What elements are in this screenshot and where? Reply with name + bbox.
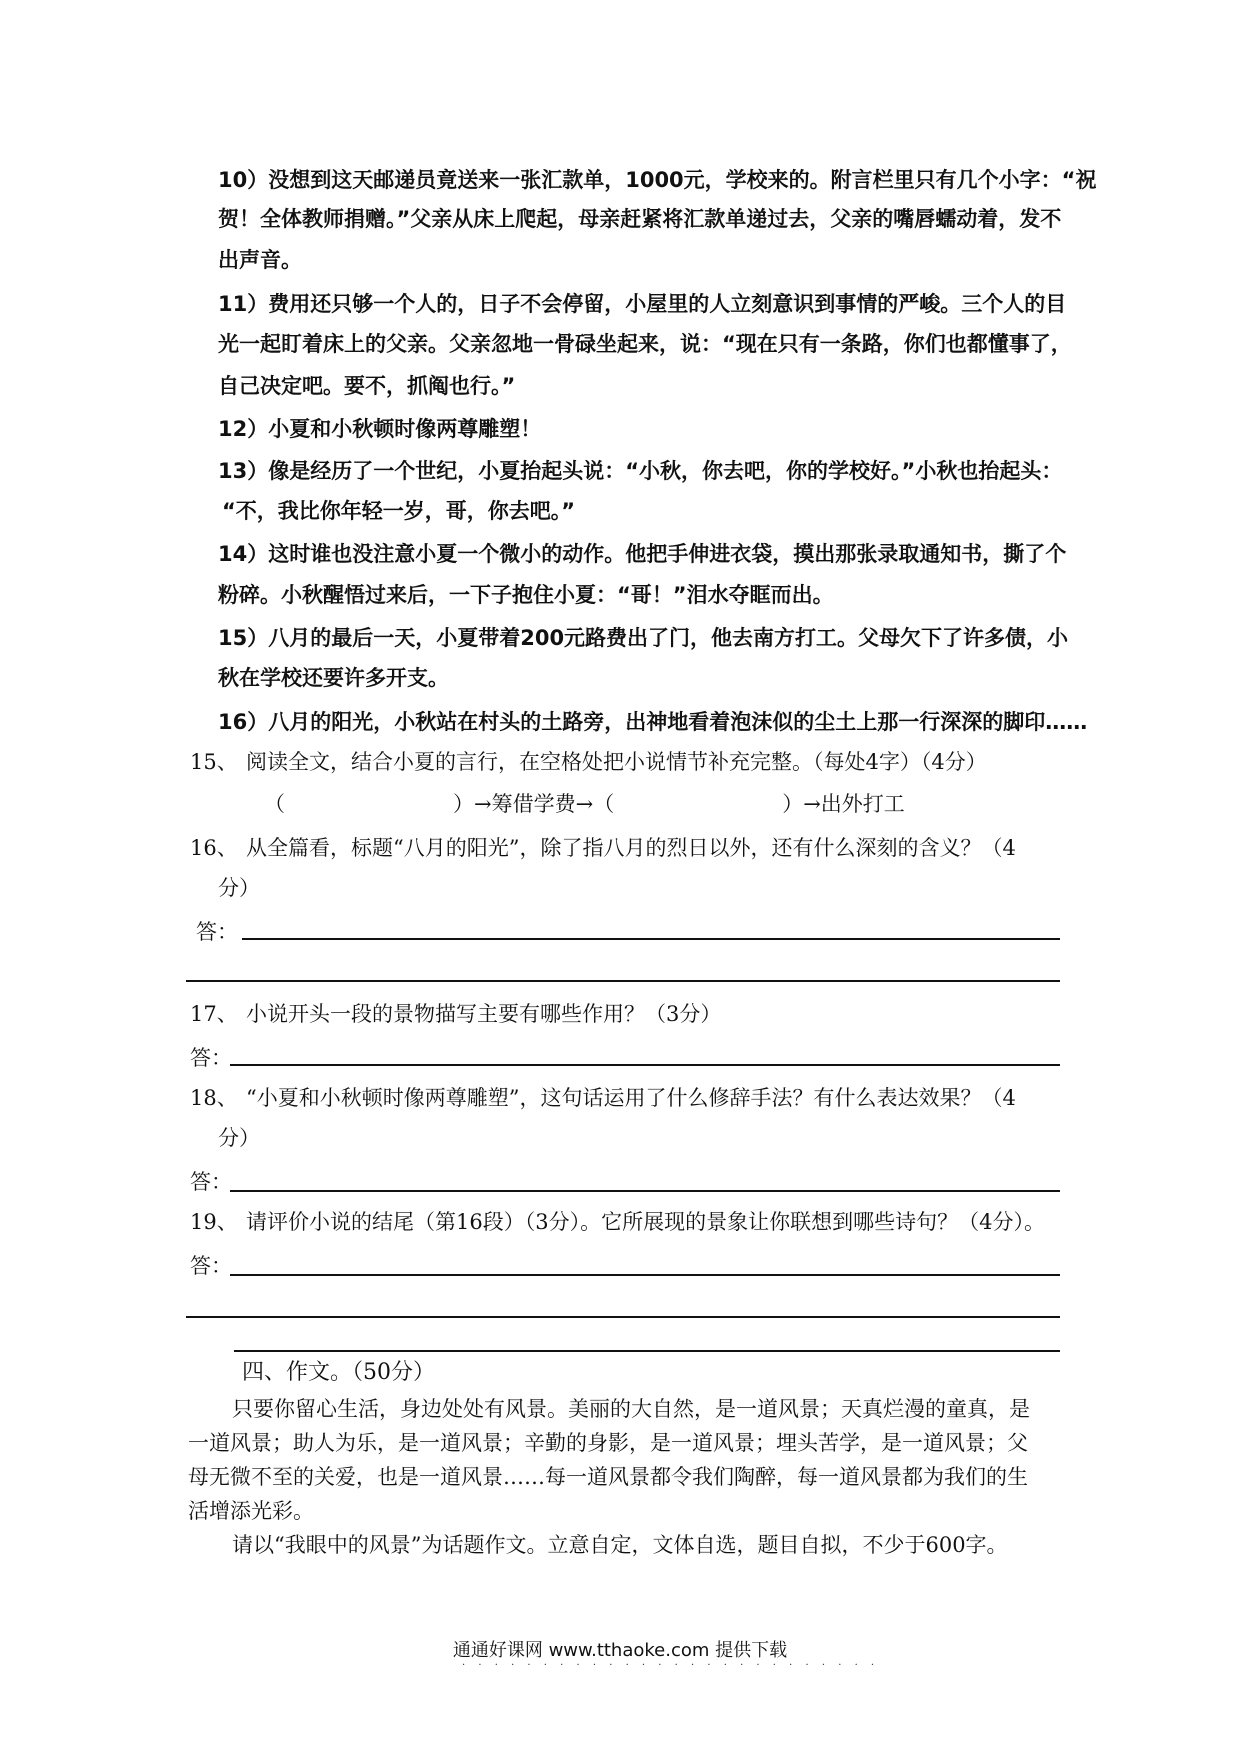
- footer-source: 通通好课网 www.tthaoke.com 提供下载: [452, 1640, 788, 1661]
- essay-prompt-line-2: 一道风景；助人为乐，是一道风景；辛勤的身影，是一道风景；埋头苦学，是一道风景；父: [188, 1431, 1028, 1455]
- question-19-answer-label: 答：: [190, 1254, 232, 1278]
- question-16-text-line-1: 从全篇看，标题“八月的阳光”，除了指八月的烈日以外，还有什么深刻的含义？（4: [246, 836, 1016, 860]
- question-15-plot-blanks[interactable]: （ ）→筹借学费→（ ）→出外打工: [264, 792, 905, 816]
- paragraph-15-line-2: 秋在学校还要许多开支。: [218, 666, 449, 690]
- question-18-number: 18、: [190, 1086, 238, 1110]
- paragraph-14-line-2: 粉碎。小秋醒悟过来后，一下子抱住小夏：“哥！”泪水夺眶而出。: [218, 583, 834, 607]
- question-17-answer-label: 答：: [190, 1046, 232, 1070]
- paragraph-14-line-1: 14）这时谁也没注意小夏一个微小的动作。他把手伸进衣袋，摸出那张录取通知书，撕了个: [218, 542, 1067, 566]
- question-15-number: 15、: [190, 750, 238, 774]
- question-15-text: 阅读全文，结合小夏的言行，在空格处把小说情节补充完整。（每处4字）（4分）: [246, 750, 987, 774]
- question-16-answer-label: 答：: [196, 920, 238, 944]
- question-16-answer-line-1[interactable]: [242, 938, 1060, 940]
- question-18-text-line-1: “小夏和小秋顿时像两尊雕塑”，这句话运用了什么修辞手法？有什么表达效果？（4: [246, 1086, 1016, 1110]
- essay-prompt-line-4: 活增添光彩。: [188, 1499, 314, 1523]
- question-18-answer-label: 答：: [190, 1170, 232, 1194]
- paragraph-10-line-3: 出声音。: [218, 248, 302, 272]
- question-17-number: 17、: [190, 1002, 238, 1026]
- question-19-answer-line-1[interactable]: [230, 1274, 1060, 1276]
- paragraph-13-line-1: 13）像是经历了一个世纪，小夏抬起头说：“小秋，你去吧，你的学校好。”小秋也抬起头：: [218, 459, 1063, 483]
- question-19-answer-line-2[interactable]: [186, 1316, 1060, 1318]
- essay-prompt-line-1: 只要你留心生活，身边处处有风景。美丽的大自然，是一道风景；天真烂漫的童真，是: [232, 1397, 1030, 1421]
- question-18-answer-line[interactable]: [230, 1190, 1060, 1192]
- question-17-answer-line[interactable]: [230, 1064, 1060, 1066]
- paragraph-11-line-2: 光一起盯着床上的父亲。父亲忽地一骨碌坐起来，说：“现在只有一条路，你们也都懂事了，: [218, 332, 1072, 356]
- paragraph-11-line-3: 自己决定吧。要不，抓阄也行。”: [218, 374, 516, 398]
- paragraph-12-line-1: 12）小夏和小秋顿时像两尊雕塑！: [218, 417, 542, 441]
- question-16-number: 16、: [190, 836, 238, 860]
- question-19-text: 请评价小说的结尾（第16段）（3分）。它所展现的景象让你联想到哪些诗句？（4分）。: [246, 1210, 1045, 1234]
- question-17-text: 小说开头一段的景物描写主要有哪些作用？（3分）: [246, 1002, 722, 1026]
- question-19-answer-line-3[interactable]: [234, 1350, 1060, 1352]
- paragraph-10-line-2: 贺！全体教师捐赠。”父亲从床上爬起，母亲赶紧将汇款单递过去，父亲的嘴唇蠕动着，发不: [218, 207, 1062, 231]
- footer-dots-decoration: · · · · · · · · · · · · · · · · · · · · · · · · · ·: [462, 1660, 880, 1671]
- essay-heading: 四、作文。（50分）: [242, 1360, 435, 1385]
- question-18-text-line-2: 分）: [218, 1126, 260, 1150]
- paragraph-13-line-2: “不，我比你年轻一岁，哥，你去吧。”: [222, 499, 576, 523]
- paragraph-16-line-1: 16）八月的阳光，小秋站在村头的土路旁，出神地看着泡沫似的尘土上那一行深深的脚印……: [218, 710, 1088, 734]
- question-19-number: 19、: [190, 1210, 238, 1234]
- essay-prompt-line-5: 请以“我眼中的风景”为话题作文。立意自定，文体自选，题目自拟，不少于600字。: [232, 1533, 1008, 1557]
- question-16-text-line-2: 分）: [218, 876, 260, 900]
- paragraph-10-line-1: 10）没想到这天邮递员竟送来一张汇款单，1000元，学校来的。附言栏里只有几个小字：“祝: [218, 168, 1097, 192]
- paragraph-15-line-1: 15）八月的最后一天，小夏带着200元路费出了门，他去南方打工。父母欠下了许多债，小: [218, 626, 1069, 650]
- essay-prompt-line-3: 母无微不至的关爱，也是一道风景……每一道风景都令我们陶醉，每一道风景都为我们的生: [188, 1465, 1028, 1489]
- paragraph-11-line-1: 11）费用还只够一个人的，日子不会停留，小屋里的人立刻意识到事情的严峻。三个人的目: [218, 292, 1067, 316]
- question-16-answer-line-2[interactable]: [186, 980, 1060, 982]
